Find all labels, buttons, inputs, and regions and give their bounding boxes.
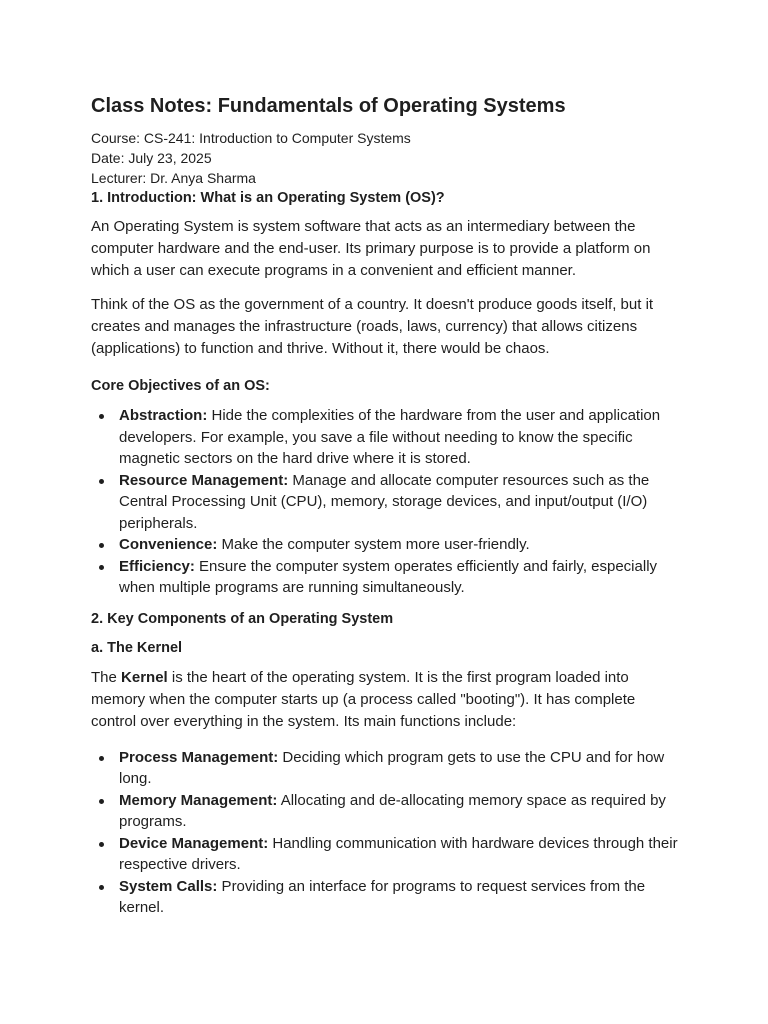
- kernel-functions-list: [91, 747, 681, 919]
- list-item: [91, 405, 681, 470]
- document-page: [91, 92, 681, 929]
- list-item: [91, 747, 681, 790]
- bullet-term: Resource Management:: [119, 471, 289, 489]
- bullet-term: Abstraction:: [119, 407, 208, 424]
- date-line: Date: July 23, 2025: [91, 150, 212, 166]
- bullet-text: Make the computer system more user-friendly.: [217, 536, 530, 553]
- lecturer-line: Lecturer: Dr. Anya Sharma: [91, 170, 256, 186]
- kernel-pre-text: The: [91, 668, 122, 686]
- kernel-post-text: is the heart of the operating system. It is the first program loaded into memory when the computer starts up (a process called "booting"). It has complete control over everything in the system. Its main functions include:: [91, 668, 636, 730]
- course-line: Course: CS-241: Introduction to Computer Systems: [91, 130, 411, 146]
- kernel-term: Kernel: [121, 668, 168, 686]
- bullet-text: Allocating and de-allocating memory space as required by programs.: [119, 791, 666, 830]
- bullet-icon: [99, 885, 104, 890]
- list-item: [91, 790, 681, 833]
- bullet-text: Deciding which program gets to use the CPU and for how long.: [119, 748, 665, 787]
- bullet-term: Memory Management:: [119, 791, 278, 809]
- bullet-text: Providing an interface for programs to request services from the kernel.: [119, 877, 646, 916]
- core-objectives-heading: Core Objectives of an OS:: [91, 378, 270, 394]
- bullet-text: Ensure the computer system operates efficiently and fairly, especially when multiple programs are running simultaneously.: [119, 557, 658, 596]
- bullet-text: Hide the complexities of the hardware from the user and application developers. For example, you save a file without needing to know the specific magnetic sectors on the hard drive where it is stored.: [119, 407, 661, 467]
- kernel-paragraph: [91, 667, 681, 733]
- core-objectives-list: [91, 405, 681, 599]
- course-meta: [91, 128, 681, 188]
- bullet-icon: [99, 543, 104, 548]
- bullet-icon: [99, 842, 104, 847]
- list-item: [91, 833, 681, 876]
- list-item: [91, 534, 681, 556]
- bullet-icon: [99, 414, 104, 419]
- document-title: Class Notes: Fundamentals of Operating Systems: [91, 95, 566, 117]
- bullet-icon: [99, 565, 104, 570]
- kernel-subheading: a. The Kernel: [91, 639, 183, 656]
- bullet-text: Handling communication with hardware devices through their respective drivers.: [119, 834, 678, 873]
- bullet-term: Process Management:: [119, 748, 279, 766]
- bullet-icon: [99, 799, 104, 804]
- section-2-heading: 2. Key Components of an Operating System: [91, 610, 394, 627]
- section-1-paragraph-1: An Operating System is system software that acts as an intermediary between the computer hardware and the end-user. Its primary purpose is to provide a platform on which a user can execute programs in a convenient and efficient manner.: [91, 218, 651, 279]
- list-item: [91, 470, 681, 535]
- bullet-term: Convenience:: [119, 536, 218, 553]
- bullet-term: Device Management:: [119, 834, 269, 852]
- bullet-icon: [99, 756, 104, 761]
- section-1-heading: 1. Introduction: What is an Operating System (OS)?: [91, 190, 445, 206]
- list-item: [91, 556, 681, 599]
- list-item: [91, 876, 681, 919]
- bullet-text: Manage and allocate computer resources such as the Central Processing Unit (CPU), memory, storage devices, and input/output (I/O) peripherals.: [119, 471, 650, 532]
- bullet-term: Efficiency:: [119, 557, 195, 575]
- bullet-icon: [99, 479, 104, 484]
- bullet-term: System Calls:: [119, 877, 218, 895]
- section-1-paragraph-2: Think of the OS as the government of a country. It doesn't produce goods itself, but it creates and manages the infrastructure (roads, laws, currency) that allows citizens (applications) to function and thrive. Without it, there would be chaos.: [91, 296, 654, 357]
